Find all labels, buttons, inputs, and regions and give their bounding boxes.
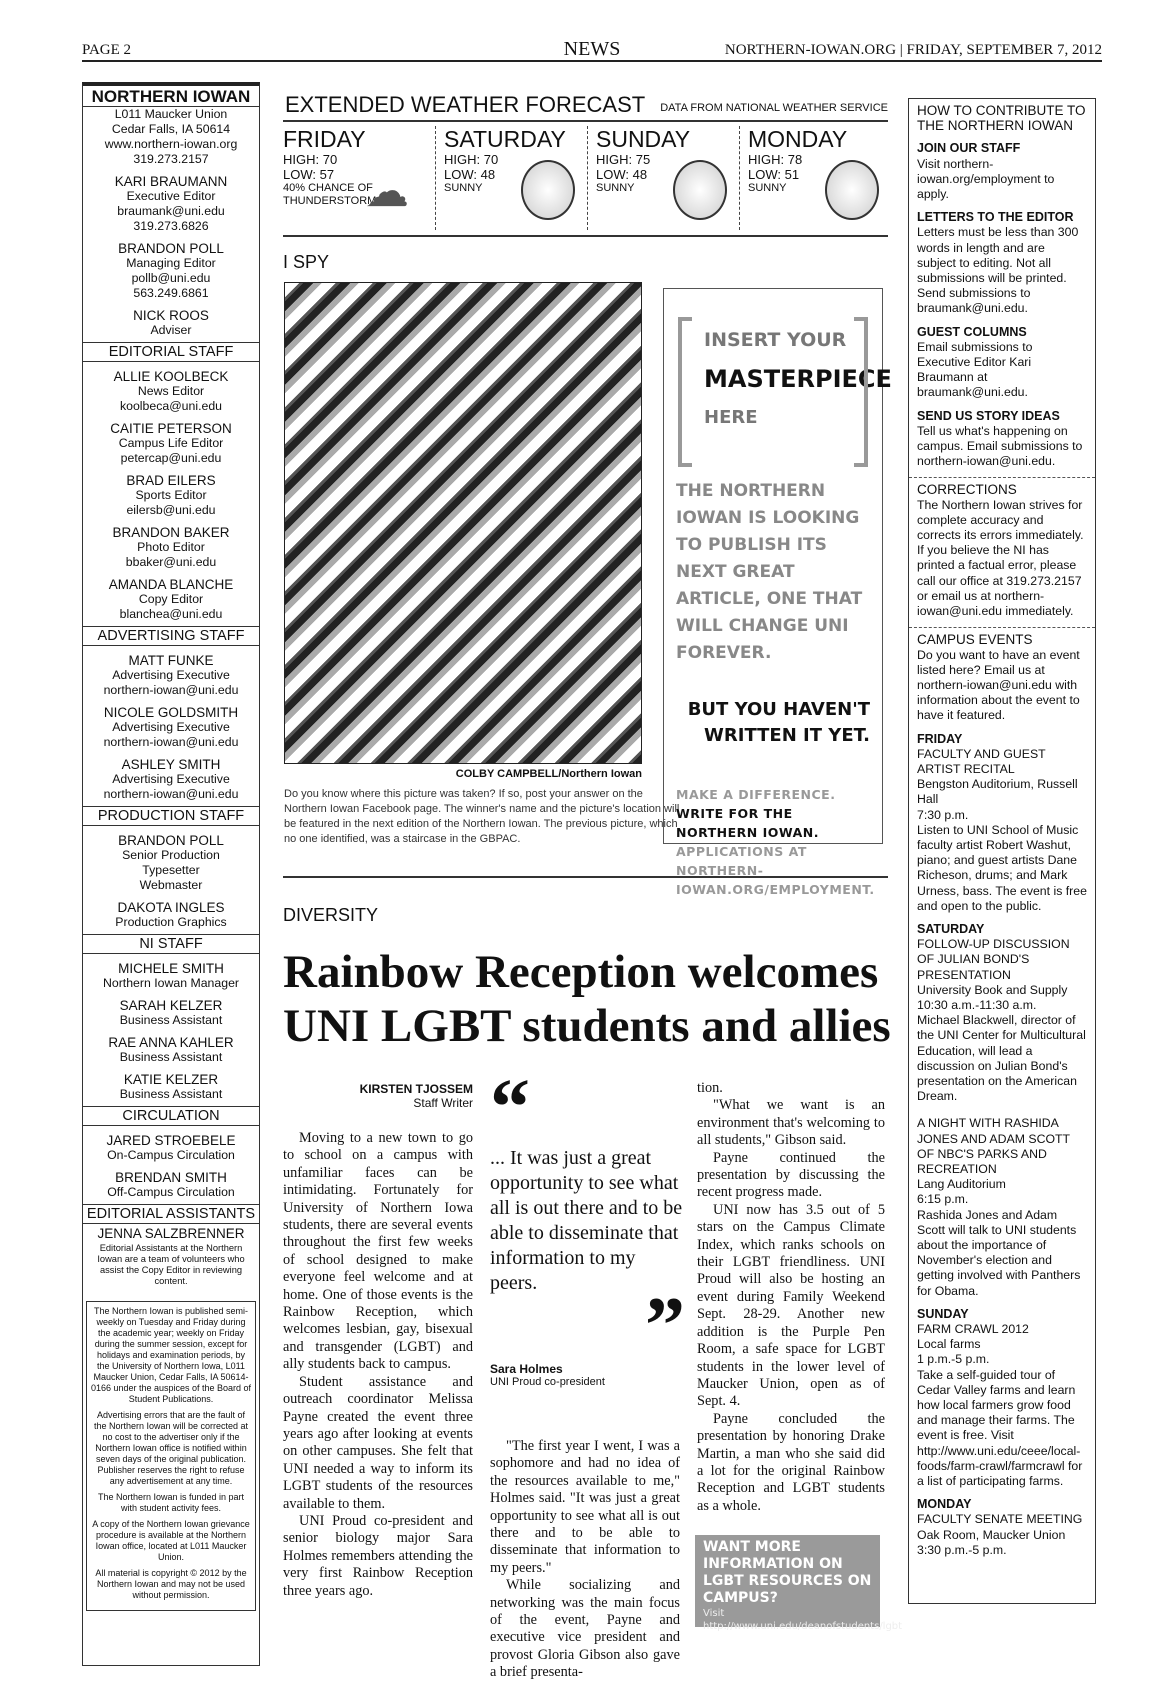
staff-detail: Advertising Executive	[112, 720, 230, 734]
masthead: NORTHERN IOWAN	[83, 86, 259, 107]
staff-detail: Advertising Executive	[112, 772, 230, 786]
staff-name: BRANDON POLL	[118, 833, 224, 848]
staff-name: NICK ROOS	[133, 308, 209, 323]
article-paragraph: "What we want is an environment that's welcoming to all students," Gibson said.	[697, 1097, 885, 1149]
weather-day	[587, 126, 737, 230]
article-paragraph: UNI now has 3.5 out of 5 stars on the Campus Climate Index, which ranks schools on their LGBT friendliness. UNI Proud will also be hosting an event during Family Weekend Sept. 28-29. Another new addition is the Purple Pen Room, a safe space for LGBT students in the lower level of Maucker Union, open as of Sept. 4.	[697, 1201, 885, 1410]
weather-day	[283, 126, 433, 230]
staff-detail: bbaker@uni.edu	[125, 555, 217, 569]
low-temp: LOW: 57	[283, 167, 335, 182]
staff-name: NICOLE GOLDSMITH	[103, 705, 239, 720]
staff-detail: Webmaster	[139, 878, 203, 892]
sun-icon	[673, 160, 727, 220]
ad-line: HERE	[704, 407, 758, 428]
staff-detail: Production Graphics	[115, 915, 227, 929]
sidebar-title: HOW TO CONTRIBUTE TO THE NORTHERN IOWAN	[917, 103, 1086, 134]
staff-detail: northern-iowan@uni.edu	[103, 787, 239, 801]
event-detail: 1 p.m.-5 p.m.	[917, 1352, 990, 1367]
events-title: CAMPUS EVENTS	[917, 632, 1033, 648]
high-temp: HIGH: 70	[444, 152, 499, 167]
sidebar-text: Letters must be less than 300 words in length and are subject to editing. Not all submissions will be printed. Send submissions to braumank@uni.edu.	[917, 225, 1079, 316]
sidebar-heading: SEND US STORY IDEAS	[917, 408, 1060, 423]
condition: 40% CHANCE OF THUNDERSTORMS	[283, 182, 384, 207]
event-detail: 10:30 a.m.-11:30 a.m.	[917, 997, 1037, 1012]
staff-section-title: EDITORIAL ASSISTANTS	[83, 1204, 259, 1224]
staff-name: ASHLEY SMITH	[121, 757, 221, 772]
high-temp: HIGH: 78	[748, 152, 803, 167]
event-detail: Lang Auditorium	[917, 1177, 1006, 1192]
publication-paragraph: A copy of the Northern Iowan grievance procedure is available at the Northern Iowan office, located at L011 Maucker Union.	[92, 1519, 250, 1562]
staff-box	[82, 82, 260, 1666]
write-for-us-ad	[663, 288, 892, 897]
sidebar	[908, 98, 1096, 1604]
divider	[909, 627, 1095, 628]
staff-section-title: EDITORIAL STAFF	[83, 342, 259, 362]
publication-paragraph: The Northern Iowan is funded in part with student activity fees.	[97, 1492, 245, 1513]
condition: SUNNY	[748, 182, 787, 194]
article-paragraph: Student assistance and outreach coordinator Melissa Payne created the event three years ago after looking at events on other campuses. She felt that UNI needed a way to inform its LGBT students of the resources available to them.	[283, 1373, 473, 1512]
sidebar-heading: GUEST COLUMNS	[917, 324, 1027, 339]
day-name: SATURDAY	[444, 126, 566, 152]
staff-detail: 319.273.6826	[133, 219, 209, 233]
ad-line: THE NORTHERN IOWAN IS LOOKING TO PUBLISH ITS NEXT GREAT ARTICLE, ONE THAT WILL CHANGE UNI FOREVER.	[676, 481, 863, 663]
event-day: FRIDAY	[917, 731, 963, 746]
publication-paragraph: Advertising errors that are the fault of the Northern Iowan will be corrected at no cost to the advertiser only if the Northern Iowan office is notified within seven days of the original publication. Publisher reserves the right to refuse any advertisement at any time.	[93, 1410, 249, 1486]
staff-name: KATIE KELZER	[123, 1072, 219, 1087]
staff-section-title: CIRCULATION	[83, 1106, 259, 1126]
staff-detail: Business Assistant	[119, 1050, 223, 1064]
staff-name: RAE ANNA KAHLER	[108, 1035, 234, 1050]
staff-detail: northern-iowan@uni.edu	[103, 735, 239, 749]
staff-detail: blanchea@uni.edu	[119, 607, 223, 621]
staff-name: BRANDON POLL	[118, 241, 224, 256]
corrections-title: CORRECTIONS	[917, 482, 1017, 498]
sidebar-text: Visit northern-iowan.org/employment to apply.	[917, 156, 1055, 202]
address-line: Cedar Falls, IA 50614	[111, 122, 231, 136]
staff-name: CAITIE PETERSON	[110, 421, 232, 436]
article-paragraph: Payne continued the presentation by discussing the recent progress made.	[697, 1149, 885, 1201]
page-header	[82, 38, 1102, 62]
staff-detail: northern-iowan@uni.edu	[103, 683, 239, 697]
condition: SUNNY	[444, 182, 483, 194]
page-number: PAGE 2	[82, 42, 132, 58]
event-title: FACULTY SENATE MEETING	[917, 1512, 1083, 1527]
staff-detail: On-Campus Circulation	[107, 1148, 235, 1162]
sidebar-heading: LETTERS TO THE EDITOR	[917, 210, 1074, 225]
ispy-photo	[284, 282, 642, 764]
staff-detail: Executive Editor	[126, 189, 216, 203]
staff-detail: Sports Editor	[135, 488, 207, 502]
staff-name: MICHELE SMITH	[118, 961, 224, 976]
staff-name: JENNA SALZBRENNER	[97, 1226, 245, 1241]
staff-name: BRANDON BAKER	[112, 525, 230, 540]
article-paragraph: UNI Proud co-president and senior biology major Sara Holmes remembers attending the very first Rainbow Reception three years ago.	[283, 1512, 473, 1599]
event-detail: Local farms	[917, 1337, 981, 1352]
condition: SUNNY	[596, 182, 635, 194]
staff-note: Editorial Assistants at the Northern Iowan are a team of volunteers who assist the Copy Editor in reviewing content.	[97, 1243, 245, 1286]
publication-paragraph: All material is copyright © 2012 by the Northern Iowan and may not be used without permission.	[95, 1568, 247, 1600]
sun-icon	[825, 160, 879, 220]
weather-day	[435, 126, 585, 230]
article-paragraph: While socializing and networking was the main focus of the event, Payne and executive vice president and provost Gloria Gibson also gave a brief presenta-	[490, 1577, 680, 1681]
staff-name: AMANDA BLANCHE	[108, 577, 234, 592]
staff-detail: 563.249.6861	[133, 286, 209, 300]
staff-detail: Typesetter	[142, 863, 200, 877]
event-detail: University Book and Supply	[917, 982, 1068, 997]
staff-name: JARED STROEBELE	[106, 1133, 236, 1148]
spacer	[917, 1104, 1087, 1116]
staff-detail: eilersb@uni.edu	[126, 503, 216, 517]
high-temp: HIGH: 70	[283, 152, 338, 167]
sun-icon	[521, 160, 575, 220]
close-quote-icon: ”	[645, 1282, 685, 1370]
article-column-1	[283, 1130, 473, 1600]
corrections-text: The Northern Iowan strives for complete accuracy and corrects its errors immediately. If you believe the NI has printed a factual error, please call our office at 319.273.2157 or email us at northern-iowan@uni.edu immediately.	[917, 497, 1084, 619]
staff-name: DAKOTA INGLES	[117, 900, 225, 915]
event-detail: 7:30 p.m.	[917, 807, 969, 822]
event-title: A NIGHT WITH RASHIDA JONES AND ADAM SCOTT OF NBC'S PARKS AND RECREATION	[917, 1116, 1070, 1176]
article-paragraph: "The first year I went, I was a sophomore and had no idea of the resources available to me," Holmes said. "It was just a great opportunity to see what all is out there and to be able to disseminate that information to my peers."	[490, 1438, 680, 1576]
event-title: FOLLOW-UP DISCUSSION OF JULIAN BOND'S PRESENTATION	[917, 937, 1070, 982]
article-paragraph: Moving to a new town to go to school on a campus with unfamiliar faces can be intimidating. Fortunately for University of Northern Iowa students, there are several events throughout the first few weeks of school designed to make everyone feel welcome and at home. One of those events is the Rainbow Reception, which welcomes lesbian, gay, bisexual and transgender (LGBT) and ally students back to campus.	[283, 1130, 473, 1373]
weather-source: DATA FROM NATIONAL WEATHER SERVICE	[660, 102, 888, 114]
low-temp: LOW: 48	[444, 167, 496, 182]
staff-name: KARI BRAUMANN	[114, 174, 228, 189]
ad-line: MAKE A DIFFERENCE. WRITE FOR THE NORTHERN IOWAN. APPLICATIONS AT NORTHERN-IOWAN.ORG/EMPLOYMENT.	[676, 787, 875, 897]
address-line: L011 Maucker Union	[114, 107, 228, 121]
day-name: MONDAY	[748, 126, 848, 152]
lgbt-resources-box: WANT MORE INFORMATION ON LGBT RESOURCES ON CAMPUS? Visit http://www.uni.edu/deanofstudents/lgbt	[695, 1535, 880, 1627]
staff-section-title: PRODUCTION STAFF	[83, 806, 259, 826]
staff-detail: Senior Production	[122, 848, 220, 862]
day-name: SUNDAY	[596, 126, 691, 152]
sidebar-text: Email submissions to Executive Editor Kari Braumann at braumank@uni.edu.	[917, 339, 1033, 400]
staff-detail: Managing Editor	[126, 256, 216, 270]
day-name: FRIDAY	[283, 126, 366, 152]
resources-link[interactable]: Visit http://www.uni.edu/deanofstudents/lgbt	[703, 1608, 903, 1632]
event-detail: Michael Blackwell, director of the UNI Center for Multicultural Education, will lead a discussion on Julian Bond's presentation on the American Dream.	[917, 1013, 1086, 1104]
low-temp: LOW: 48	[596, 167, 648, 182]
staff-detail: Adviser	[150, 323, 192, 337]
weather-day	[739, 126, 889, 230]
event-day: MONDAY	[917, 1497, 972, 1512]
low-temp: LOW: 51	[748, 167, 800, 182]
event-detail: 3:30 p.m.-5 p.m.	[917, 1542, 1007, 1557]
pull-quote: “ ... It was just a great opportunity to see what all is out there and to be able to disseminate that information to my peers. ” Sara Holmes UNI Proud co-president	[490, 1064, 685, 1388]
staff-detail: Advertising Executive	[112, 668, 230, 682]
staff-section-title: NI STAFF	[83, 934, 259, 954]
staff-detail: braumank@uni.edu	[117, 204, 225, 218]
staff-detail: Business Assistant	[119, 1013, 223, 1027]
photo-credit: COLBY CAMPBELL/Northern Iowan	[455, 768, 642, 780]
section-name: NEWS	[563, 38, 621, 60]
article-column-3: tion. "What we want is an environment that's welcoming to all students," Gibson said. Payne continued the presentation by discussing the recent progress made. UNI now has 3.5 out of 5 stars on the Campus Climate Index, which ranks schools on their LGBT friendliness. UNI Proud will also be hosting an event during Family Weekend Sept. 28-29. Another new addition is the Purple Pen Room, a safe space for LGBT students in the lower level of Maucker Union, open as of Sept. 4. Payne concluded the presentation by honoring Drake Martin, a man who she said did a lot for the original Rainbow Reception and LGBT students as a whole.	[697, 1080, 885, 1514]
thunderstorm-icon: ☁	[365, 167, 409, 216]
ad-line: INSERT YOUR	[704, 329, 847, 351]
staff-detail: Copy Editor	[138, 592, 204, 606]
staff-detail: Campus Life Editor	[118, 436, 224, 450]
staff-name: MATT FUNKE	[128, 653, 214, 668]
staff-detail: Northern Iowan Manager	[102, 976, 240, 990]
staff-name: BRAD EILERS	[126, 473, 216, 488]
site-and-date: NORTHERN-IOWAN.ORG | FRIDAY, SEPTEMBER 7, 2012	[724, 42, 1102, 58]
event-detail: Oak Room, Maucker Union	[917, 1527, 1066, 1542]
staff-detail: koolbeca@uni.edu	[119, 399, 223, 413]
weather-title: EXTENDED WEATHER FORECAST	[285, 92, 646, 117]
ad-line: BUT YOU HAVEN'T WRITTEN IT YET.	[687, 699, 870, 746]
staff-name: ALLIE KOOLBECK	[113, 369, 229, 384]
weather-forecast	[283, 92, 888, 237]
publication-info	[86, 1301, 256, 1611]
event-detail: Rashida Jones and Adam Scott will talk to UNI students about the importance of November's election and getting involved with Panthers for Obama.	[917, 1207, 1081, 1298]
staff-detail: Photo Editor	[137, 540, 205, 554]
event-detail: 6:15 p.m.	[917, 1192, 969, 1207]
events-intro: Do you want to have an event listed here? Email us at northern-iowan@uni.edu with information about the event to have it featured.	[917, 647, 1080, 723]
staff-name: SARAH KELZER	[119, 998, 223, 1013]
address-line: www.northern-iowan.org	[104, 137, 238, 151]
photo-caption: Do you know where this picture was taken? If so, post your answer on the Northern Iowan Facebook page. The winner's name and the picture's location will be featured in the next edition of the Northern Iowan. The previous picture, which no one identified, was a staircase in the GBPAC.	[284, 788, 680, 845]
ispy-label: I SPY	[283, 252, 330, 272]
event-day: SUNDAY	[917, 1306, 969, 1321]
sidebar-heading: JOIN OUR STAFF	[917, 141, 1021, 156]
address-line: 319.273.2157	[133, 152, 209, 166]
event-detail: Bengston Auditorium, Russell Hall	[917, 777, 1078, 807]
publication-paragraph: The Northern Iowan is published semi-weekly on Tuesday and Friday during the academic year; weekly on Friday during the summer session, except for holidays and examination periods, by the University of Northern Iowa, L011 Maucker Union, Cedar Falls, IA 50614-0166 under the auspices of the Board of Student Publications.	[90, 1306, 252, 1404]
staff-detail: Business Assistant	[119, 1087, 223, 1101]
divider	[909, 477, 1095, 478]
event-detail: Take a self-guided tour of Cedar Valley farms and learn how local farmers grow food and manage their farms. The event is free. Visit http://www.uni.edu/ceee/local-foods/farm-crawl/farmcrawl for a list of participating farms.	[917, 1367, 1083, 1489]
staff-detail: Off-Campus Circulation	[107, 1185, 235, 1199]
event-title: FACULTY AND GUEST ARTIST RECITAL	[917, 746, 1046, 776]
ad-line: MASTERPIECE	[704, 365, 892, 393]
high-temp: HIGH: 75	[596, 152, 651, 167]
article-paragraph: Payne concluded the presentation by honoring Drake Martin, a man who she said did a lot for the original Rainbow Reception and LGBT students as a whole.	[697, 1410, 885, 1514]
staff-section-title: ADVERTISING STAFF	[83, 626, 259, 646]
divider	[283, 876, 888, 878]
event-title: FARM CRAWL 2012	[917, 1322, 1029, 1337]
event-day: SATURDAY	[917, 921, 985, 936]
byline: KIRSTEN TJOSSEM Staff Writer	[359, 1082, 473, 1110]
event-detail: Listen to UNI School of Music faculty artist Robert Washut, piano; and guest artists Dane Richeson, drums; and Mark Urness, bass. The event is free and open to the public.	[917, 822, 1087, 913]
staff-name: BRENDAN SMITH	[115, 1170, 227, 1185]
staff-detail: News Editor	[137, 384, 205, 398]
staff-detail: pollb@uni.edu	[131, 271, 211, 285]
staff-detail: petercap@uni.edu	[120, 451, 222, 465]
article-kicker: DIVERSITY	[283, 905, 379, 925]
article-headline: Rainbow Reception welcomes UNI LGBT students and allies	[283, 946, 891, 1052]
sidebar-text: Tell us what's happening on campus. Email submissions to northern-iowan@uni.edu.	[917, 423, 1083, 469]
open-quote-icon: “	[490, 1064, 530, 1152]
article-column-2	[490, 1438, 680, 1682]
